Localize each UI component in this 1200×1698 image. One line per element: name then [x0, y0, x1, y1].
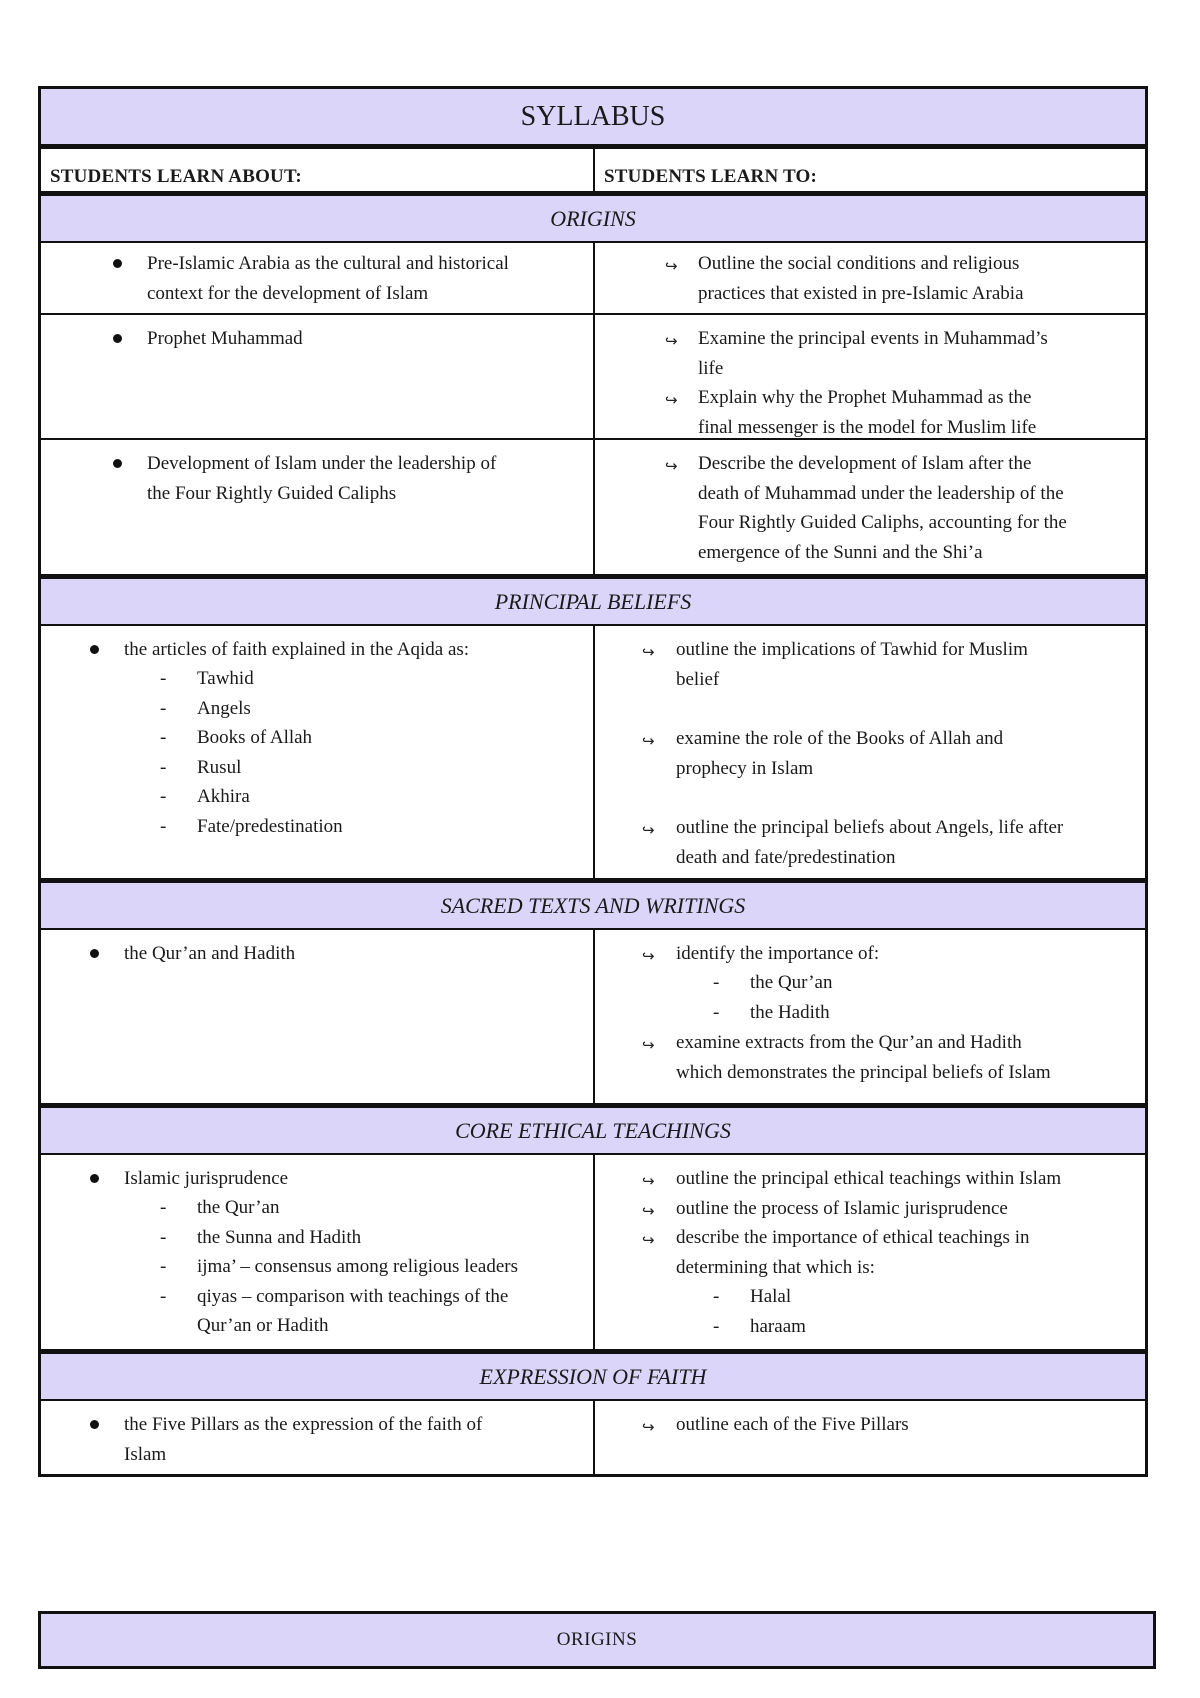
- hook-arrow-icon: ↪: [665, 257, 678, 275]
- section-principal-beliefs: [41, 574, 1145, 624]
- about-text: the Four Rightly Guided Caliphs: [147, 482, 397, 504]
- learn-to-text: death of Muhammad under the leadership of the: [698, 482, 1064, 504]
- table-row: the articles of faith explained in the Aqida as: - - - - - - Tawhid Angels Books of Allah Rusul Akhira Fate/predestination ↪ ↪ ↪ outline the implications of Tawhid for Muslim belief examine the role of the Books of Allah and prophecy in Islam outline the principal beliefs about Angels, life after death and fate/predestination: [41, 624, 1145, 878]
- about-text: Islamic jurisprudence: [124, 1168, 289, 1189]
- hook-arrow-icon: ↪: [642, 643, 655, 661]
- bullet-icon: [90, 1174, 99, 1183]
- section-sacred-texts: [41, 878, 1145, 928]
- learn-to-text: life: [698, 357, 724, 379]
- learn-to-text: examine extracts from the Qur’an and Hadith: [676, 1032, 1022, 1053]
- section-core-ethical-teachings: [41, 1103, 1145, 1153]
- sub-item: ijma’ – consensus among religious leaders: [197, 1256, 518, 1277]
- hook-arrow-icon: ↪: [642, 1036, 655, 1054]
- bottom-heading-text: ORIGINS: [556, 1629, 638, 1650]
- learn-to-text: practices that existed in pre-Islamic Arabia: [698, 282, 1024, 304]
- hook-arrow-icon: ↪: [665, 332, 678, 350]
- learn-to-text: Four Rightly Guided Caliphs, accounting for the: [698, 512, 1067, 533]
- learn-to-text: belief: [676, 668, 720, 690]
- hook-arrow-icon: ↪: [642, 1418, 655, 1436]
- learn-to-text: final messenger is the model for Muslim life: [698, 416, 1037, 438]
- table-row: [41, 241, 1145, 313]
- learn-to-text: examine the role of the Books of Allah and: [676, 728, 1004, 749]
- section-title: PRINCIPAL BELIEFS: [494, 588, 692, 614]
- hook-arrow-icon: ↪: [642, 947, 655, 965]
- about-text: the Five Pillars as the expression of the faith of: [124, 1414, 483, 1435]
- section-expression-of-faith: [41, 1349, 1145, 1399]
- hook-arrow-icon: ↪: [642, 1202, 655, 1220]
- sub-item: Akhira: [197, 786, 250, 807]
- learn-to-text: outline the implications of Tawhid for Muslim: [676, 639, 1028, 660]
- learn-to-text: Describe the development of Islam after the: [698, 453, 1032, 474]
- about-text: the Qur’an and Hadith: [124, 943, 296, 964]
- sub-item: Halal: [750, 1286, 792, 1307]
- hook-arrow-icon: ↪: [665, 457, 678, 475]
- sub-item: qiyas – comparison with teachings of the: [197, 1285, 509, 1307]
- sub-item: Fate/predestination: [197, 815, 343, 837]
- learn-to-text: death and fate/predestination: [676, 846, 896, 868]
- learn-to-text: outline each of the Five Pillars: [676, 1414, 909, 1435]
- table-row: [41, 313, 1145, 438]
- bullet-icon: [90, 645, 99, 654]
- learn-to-text: emergence of the Sunni and the Shi’a: [698, 541, 983, 563]
- sub-item: Qur’an or Hadith: [197, 1315, 329, 1336]
- about-text: the articles of faith explained in the Aqida as:: [124, 639, 470, 660]
- learn-to-text: outline the principal ethical teachings within Islam: [676, 1168, 1062, 1189]
- syllabus-table: [38, 86, 1148, 1477]
- learn-to-text: Explain why the Prophet Muhammad as the: [698, 387, 1032, 408]
- learn-to-text: describe the importance of ethical teachings in: [676, 1227, 1030, 1248]
- table-row: [41, 1399, 1145, 1474]
- bullet-icon: [113, 334, 122, 343]
- section-title: SACRED TEXTS AND WRITINGS: [440, 892, 746, 918]
- sub-item: the Hadith: [750, 1001, 830, 1023]
- sub-item: Rusul: [197, 756, 242, 778]
- learn-to-text: outline the principal beliefs about Angels, life after: [676, 817, 1064, 838]
- learn-to-text: outline the process of Islamic jurisprudence: [676, 1197, 1008, 1219]
- hook-arrow-icon: ↪: [642, 1172, 655, 1190]
- about-text: Pre-Islamic Arabia as the cultural and historical: [147, 253, 509, 274]
- column-header-row: [41, 144, 1145, 191]
- section-title: ORIGINS: [550, 205, 636, 231]
- about-text: Prophet Muhammad: [147, 328, 303, 349]
- bullet-icon: [113, 259, 122, 268]
- learn-to-text: prophecy in Islam: [676, 757, 814, 779]
- learn-to-text: determining that which is:: [676, 1256, 875, 1278]
- about-text: Development of Islam under the leadership of: [147, 453, 497, 474]
- table-row: [41, 438, 1145, 574]
- col-header-learn-to: STUDENTS LEARN TO:: [604, 166, 818, 187]
- table-row: Islamic jurisprudence - - - - the Qur’an the Sunna and Hadith ijma’ – consensus among religious leaders qiyas – comparison with teachings of the Qur’an or Hadith ↪ ↪ ↪ outline the principal ethical teachings within Islam outline the process of Islamic jurisprudence describe the importance of ethical teachings in determining that which is: - - Halal haraam: [41, 1153, 1145, 1349]
- section-origins: [41, 191, 1145, 241]
- bullet-icon: [90, 949, 99, 958]
- bottom-section-heading: [38, 1611, 1156, 1669]
- sub-item: the Sunna and Hadith: [197, 1226, 362, 1248]
- section-title: EXPRESSION OF FAITH: [479, 1363, 707, 1389]
- table-title-row: [41, 89, 1145, 144]
- col-header-learn-about: STUDENTS LEARN ABOUT:: [41, 149, 595, 191]
- section-title: CORE ETHICAL TEACHINGS: [455, 1117, 731, 1143]
- sub-item: haraam: [750, 1315, 806, 1337]
- bullet-icon: [90, 1420, 99, 1429]
- hook-arrow-icon: ↪: [642, 732, 655, 750]
- sub-item: the Qur’an: [750, 972, 833, 993]
- about-text: Islam: [124, 1443, 167, 1465]
- bullet-icon: [113, 459, 122, 468]
- sub-item: Angels: [197, 697, 251, 719]
- sub-item: the Qur’an: [197, 1197, 280, 1218]
- table-row: the Qur’an and Hadith ↪ ↪ identify the importance of: - - the Qur’an the Hadith examine extracts from the Qur’an and Hadith which demonstrates the principal beliefs of Islam: [41, 928, 1145, 1103]
- table-title: SYLLABUS: [520, 100, 666, 132]
- sub-item: Books of Allah: [197, 727, 313, 748]
- hook-arrow-icon: ↪: [642, 1231, 655, 1249]
- learn-to-text: which demonstrates the principal beliefs of Islam: [676, 1061, 1051, 1083]
- learn-to-text: Examine the principal events in Muhammad’s: [698, 328, 1048, 349]
- hook-arrow-icon: ↪: [665, 391, 678, 409]
- learn-to-text: identify the importance of:: [676, 943, 880, 964]
- about-text: context for the development of Islam: [147, 282, 429, 304]
- hook-arrow-icon: ↪: [642, 821, 655, 839]
- sub-item: Tawhid: [197, 668, 254, 689]
- learn-to-text: Outline the social conditions and religious: [698, 253, 1020, 274]
